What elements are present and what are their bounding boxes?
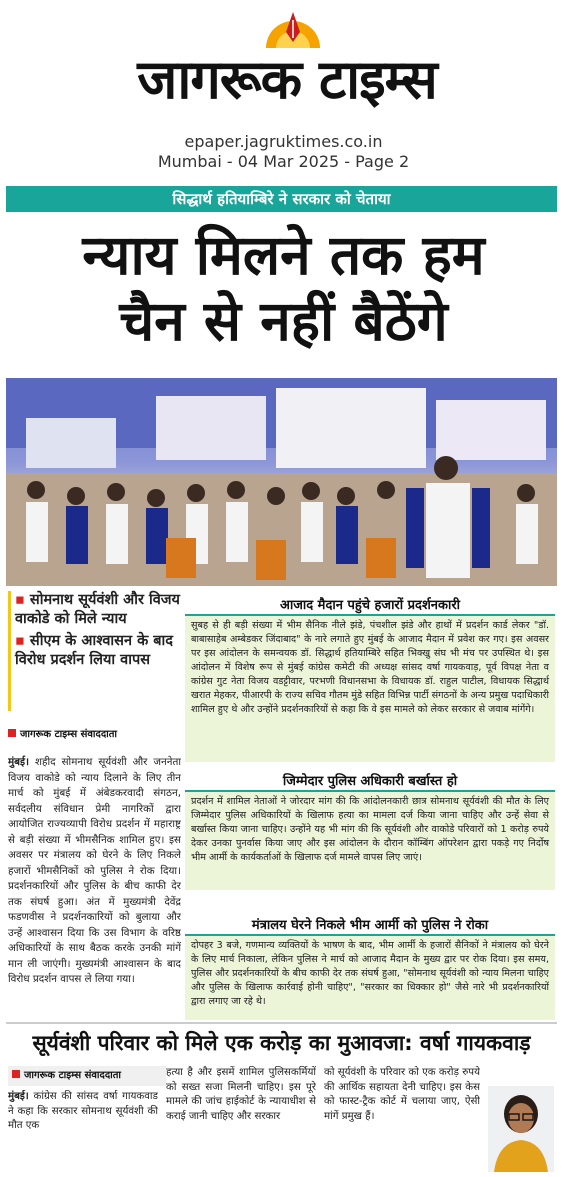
headline-line-2: चैन से नहीं बैठेंगे <box>119 289 448 353</box>
dateline: मुंबई। <box>8 1091 29 1102</box>
kicker-strap: सिद्धार्थ हतियाम्बिरे ने सरकार को चेताया <box>6 186 557 212</box>
person-portrait-icon <box>488 1086 554 1172</box>
section-body: सुबह से ही बड़ी संख्या में भीम सैनिक नीले झंडे, पंचशील झंडे और हाथों में प्रदर्शन कार्ड लेकर "डॉ. बाबासाहेब अम्बेडकर जिंदाबाद" के नारे लगाते हुए मुंबई के आजाद मैदान में प्रवेश कर गए। इस अवसर पर इस आंदोलन के समन्वयक डॉ. सिद्धार्थ हतियाम्बिरे सहित भिक्खु संघ भी मंच पर उपस्थित थे। इस आंदोलन में विशेष रूप से मुंबई कांग्रेस कमेटी की अध्यक्ष सांसद वर्षा गायकवाड़, पूर्व विपक्ष नेता व कांग्रेस गुट नेता विजय वडट्टीवार, परभणी विधानसभा के विधायक डॉ. राहुल पाटील, विधायक सिद्धार्थ खरात मेहकर, पीआरपी के राज्य सचिव गौतम मुंडे सहित विभिन्न पार्टी संगठनों के अन्य प्रमुख पदाधिकारी शामिल हुए थे और उन्होंने प्रदर्शनकारियों से कहा कि वे इस मामले को लेकर सरकार से जवाब मांगेंगे। <box>185 616 555 762</box>
epaper-url[interactable]: epaper.jagruktimes.co.in <box>184 132 383 151</box>
bullet-marker-icon: ▪ <box>15 592 30 608</box>
edition-line: Mumbai - 04 Mar 2025 - Page 2 <box>157 152 410 171</box>
main-headline <box>10 222 557 372</box>
article2-column-2: हत्या है और इसमें शामिल पुलिसकर्मियों को सख्त सजा मिलनी चाहिए। इस पूरे मामले की जांच हाईकोर्ट के न्यायाधीश से कराई जानी चाहिए और सरकार <box>166 1067 316 1122</box>
section-heading: आजाद मैदान पहुंचे हजारों प्रदर्शनकारी <box>185 596 555 616</box>
byline: जागरूक टाइम्स संवाददाता <box>8 725 181 745</box>
article2-column-3: को सूर्यवंशी के परिवार को एक करोड़ रुपये की आर्थिक सहायता देनी चाहिए। इस केस को फास्ट-ट्रैक कोर्ट में चलाया जाए, ऐसी मांगें प्रमुख हैं। <box>324 1067 480 1122</box>
highlights-box <box>8 591 181 711</box>
headline-line-1: न्याय मिलने तक हम <box>82 223 485 287</box>
dateline: मुंबई। <box>8 756 29 768</box>
byline-marker-icon <box>8 729 16 737</box>
lead-paragraph <box>8 755 181 1017</box>
bullet-marker-icon: ▪ <box>15 633 30 649</box>
section-heading: मंत्रालय घेरने निकले भीम आर्मी को पुलिस ने रोका <box>185 916 555 936</box>
section-box-3 <box>185 916 555 1020</box>
section-heading: जिम्मेदार पुलिस अधिकारी बर्खास्त हो <box>185 772 555 792</box>
protest-photo-illustration <box>6 378 557 586</box>
pen-nib-sun-logo-icon <box>262 8 324 50</box>
masthead <box>0 0 567 120</box>
protest-photo <box>6 378 557 586</box>
article2-column-1: मुंबई। कांग्रेस की सांसद वर्षा गायकवाड ने कहा कि सरकार सोमनाथ सूर्यवंशी की मौत एक <box>8 1091 158 1131</box>
section-body: प्रदर्शन में शामिल नेताओं ने जोरदार मांग की कि आंदोलनकारी छात्र सोमनाथ सूर्यवंशी की मौत के लिए जिम्मेदार पुलिस अधिकारियों के खिलाफ हत्या का मामला दर्ज किया जाना चाहिए और उन्हें सेवा से बर्खास्त किया जाना चाहिए। उन्होंने यह भी मांग की कि सूर्यवंशी और वाकोडे परिवारों को 1 करोड़ रुपये देकर उनका पुनर्वास किया जाए और इस आंदोलन के दौरान कॉम्बिंग ऑपरेशन द्वारा पकड़े गए निर्दोष भीम आर्मी के कार्यकर्ताओं के खिलाफ दर्ज मामले वापस लिए जाएं। <box>185 792 555 890</box>
highlight-item: ▪ सीएम के आश्वासन के बाद विरोध प्रदर्शन लिया वापस <box>15 633 173 668</box>
byline-marker-icon <box>12 1070 20 1078</box>
epaper-info <box>0 132 567 172</box>
byline: जागरूक टाइम्स संवाददाता <box>8 1066 166 1086</box>
lead-text: शहीद सोमनाथ सूर्यवंशी और जननेता विजय वाकोडे को न्याय दिलाने के लिए तीन मार्च को मुंबई में अंबेडकरवादी संगठन, सर्वदलीय संविधान प्रेमी नागरिकों द्वारा आयोजित राज्यव्यापी विरोध प्रदर्शन में महाराष्ट्र से बड़ी संख्या में भीमसैनिक शामिल हुए। इस अवसर पर मंत्रालय को घेरने के लिए निकले हजारों भीमसैनिकों को पुलिस ने रोक दिया। प्रदर्शनकारियों और पुलिस के बीच काफी देर तक संघर्ष हुआ। अंत में मुख्यमंत्री देवेंद्र फडणवीस ने प्रदर्शनकारियों को बुलाया और उन्हें आश्वासन दिया कि उस विभाग के वरिष्ठ अधिकारियों के साथ बैठक करके उनकी मांगें मान ली जाएंगी। मुख्यमंत्री आश्वासन के बाद विरोध प्रदर्शन वापस ले लिया गया। <box>8 756 181 985</box>
section-body: दोपहर 3 बजे, गणमान्य व्यक्तियों के भाषण के बाद, भीम आर्मी के हजारों सैनिकों ने मंत्रालय को घेरने के लिए मार्च निकाला, लेकिन पुलिस ने मार्च को आजाद मैदान के मुख्य द्वार पर रोक दिया। इस समय, पुलिस और प्रदर्शनकारियों के बीच काफी देर तक संघर्ष हुआ, "सोमनाथ सूर्यवंशी को न्याय मिलना चाहिए और पुलिस के खिलाफ कार्रवाई होनी चाहिए", "सरकार का धिक्कार हो" जैसे नारे भी प्रदर्शनकारियों द्वारा लगाए जा रहे थे। <box>185 936 555 1020</box>
portrait-photo <box>488 1086 554 1172</box>
section-box-2 <box>185 772 555 890</box>
newspaper-logo: जागरूक टाइम्स <box>137 48 437 111</box>
highlight-item: ▪ सोमनाथ सूर्यवंशी और विजय वाकोडे को मिले न्याय <box>15 592 180 627</box>
section-box-1 <box>185 596 555 762</box>
second-headline: सूर्यवंशी परिवार को मिले एक करोड़ का मुआवजा: वर्षा गायकवाड़ <box>6 1022 557 1060</box>
